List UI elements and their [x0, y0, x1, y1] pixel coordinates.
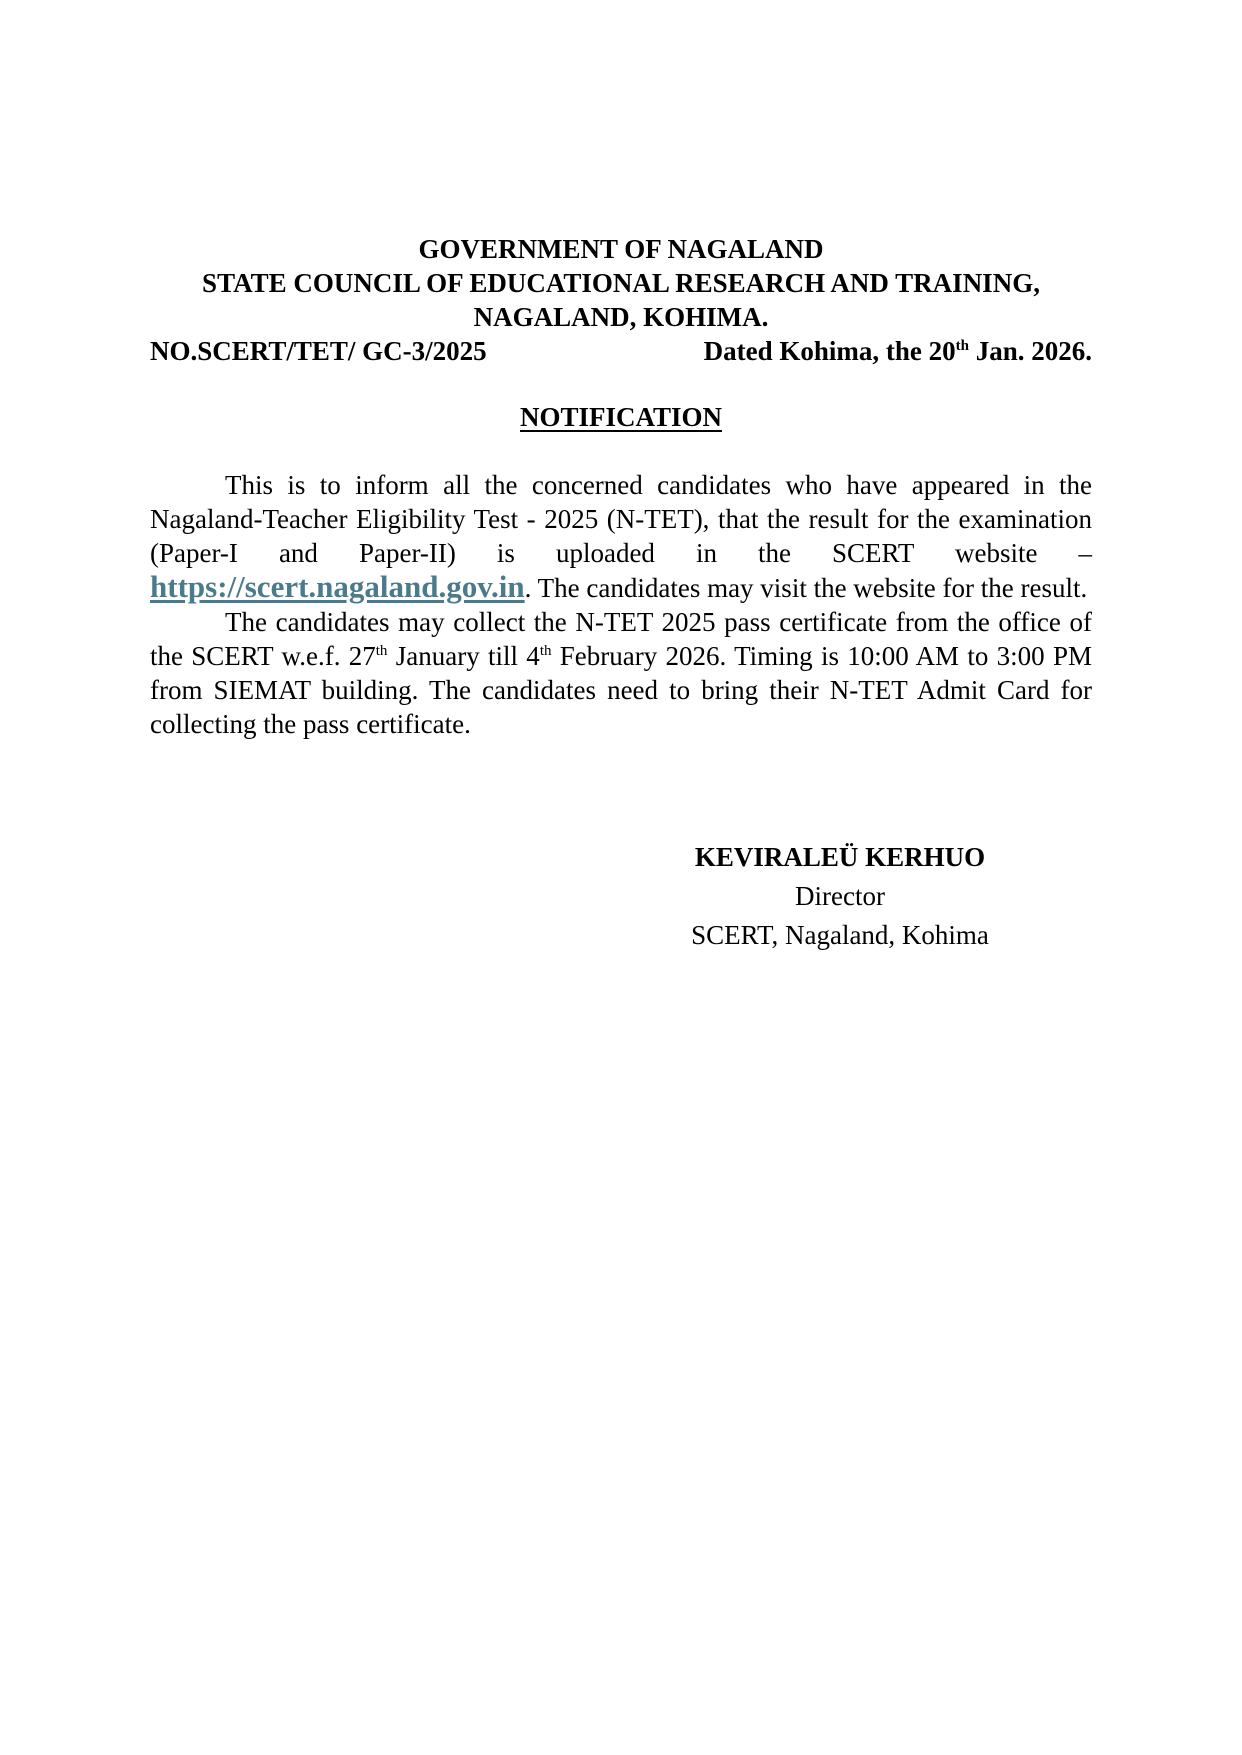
- signature-block: [640, 838, 1040, 955]
- notification-title: [150, 400, 1092, 434]
- reference-number: NO.SCERT/TET/ GC-3/2025: [150, 336, 487, 366]
- reference-date: [704, 334, 1092, 368]
- result-paragraph: [150, 468, 1092, 605]
- government-heading: GOVERNMENT OF NAGALAND: [418, 234, 824, 264]
- signatory-office: SCERT, Nagaland, Kohima: [691, 920, 989, 950]
- end-date-ordinal: th: [539, 643, 552, 659]
- certificate-text-1: The candidates may collect the N-TET 2025 pass certificate from the office of the SCERT w.e.f. 27: [150, 607, 1092, 671]
- notification-body: [150, 468, 1092, 741]
- letterhead: [150, 232, 1092, 334]
- certificate-text-2: January till 4: [387, 641, 540, 671]
- signatory-name: KEVIRALEÜ KERHUO: [694, 842, 986, 872]
- location-heading: NAGALAND, KOHIMA.: [473, 302, 769, 332]
- scert-website-link[interactable]: https://scert.nagaland.gov.in: [150, 569, 525, 604]
- result-text: This is to inform all the concerned candidates who have appeared in the Nagaland-Teacher Eligibility Test - 2025 (N-TET), that the result for the examination (Paper-I and Paper-II) is uploaded in the SCERT website –: [150, 470, 1092, 568]
- notification-title-text: NOTIFICATION: [519, 402, 723, 432]
- date-ordinal: th: [955, 338, 969, 354]
- signatory-designation: Director: [795, 881, 885, 911]
- date-prefix: Dated Kohima, the 20: [703, 336, 956, 366]
- date-suffix: Jan. 2026.: [968, 336, 1092, 366]
- result-text-end: . The candidates may visit the website for the result.: [524, 573, 1088, 603]
- start-date-ordinal: th: [375, 643, 388, 659]
- certificate-paragraph: [150, 605, 1092, 741]
- certificate-text-3: February 2026. Timing is 10:00 AM to 3:00 PM from SIEMAT building. The candidates need to bring their N-TET Admit Card for collecting the pass certificate.: [150, 641, 1092, 739]
- council-heading: STATE COUNCIL OF EDUCATIONAL RESEARCH AND TRAINING,: [202, 268, 1040, 298]
